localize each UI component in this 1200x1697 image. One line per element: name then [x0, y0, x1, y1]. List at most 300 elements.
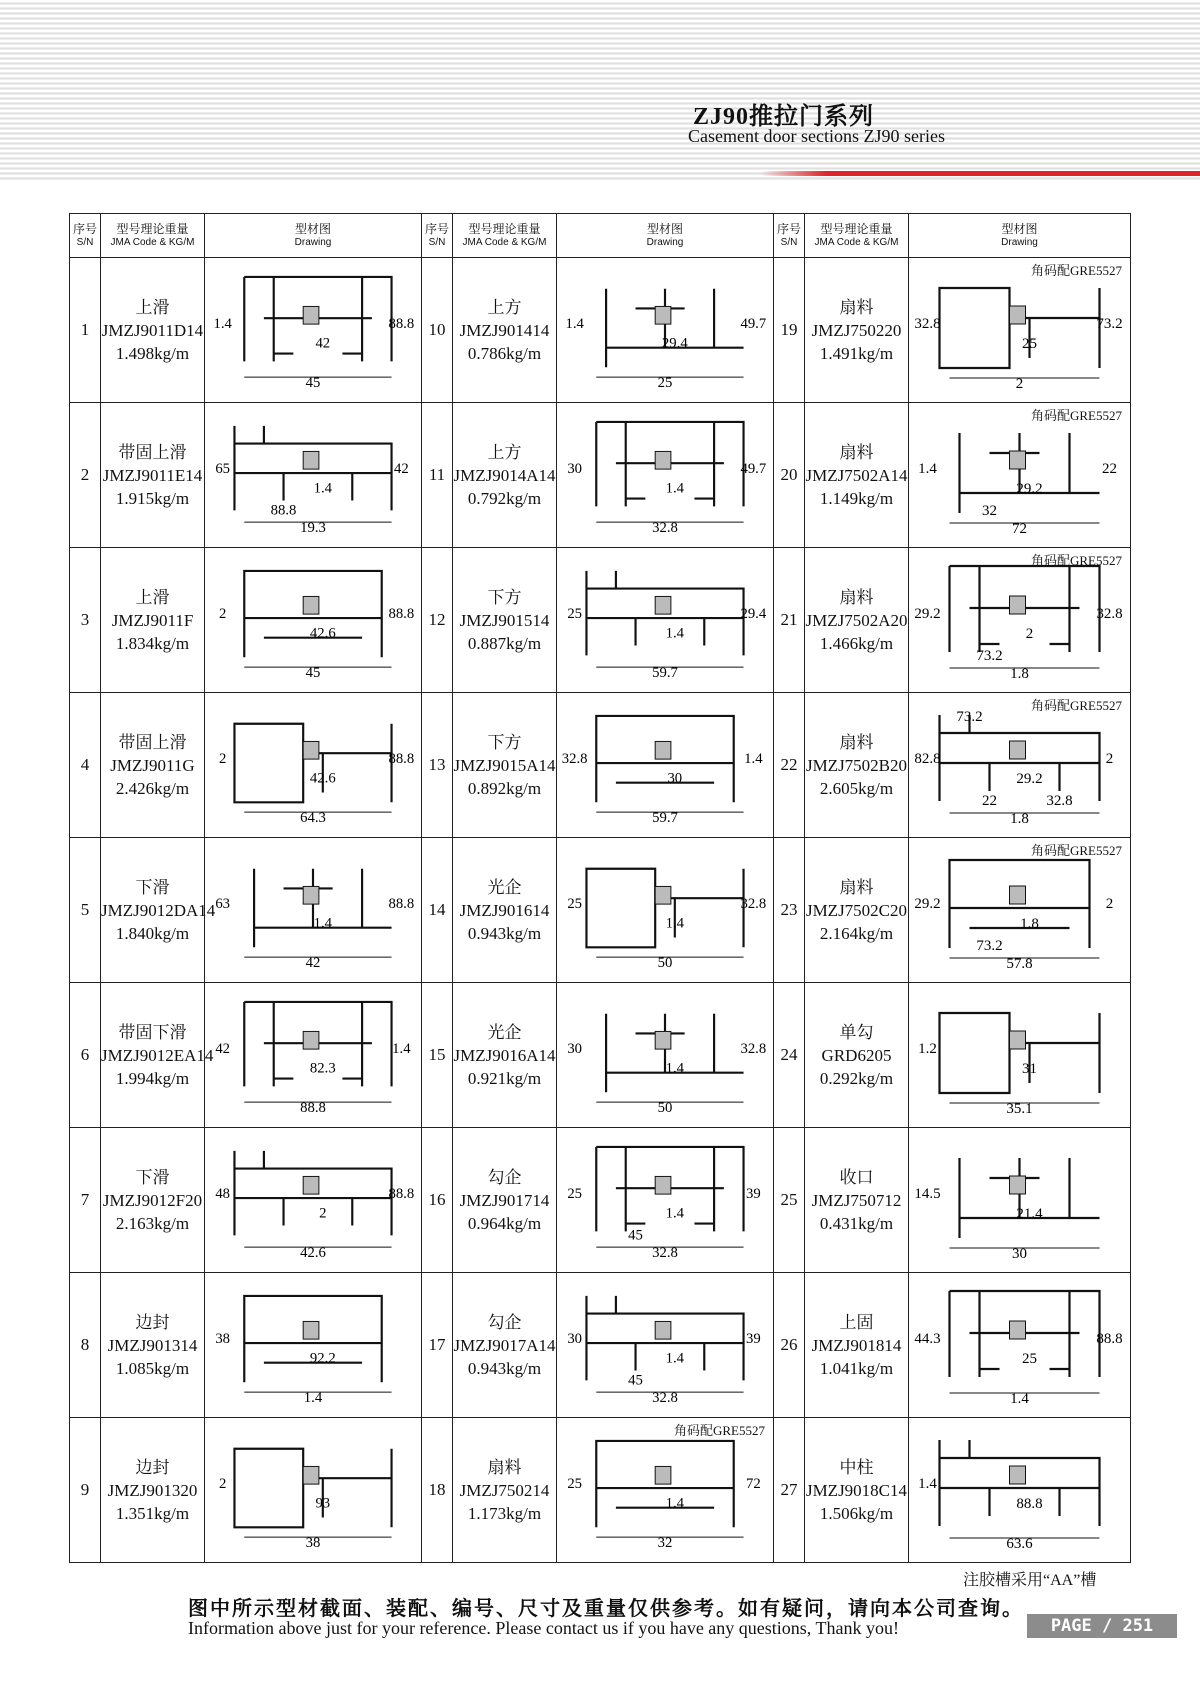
- profile-info: [453, 838, 557, 983]
- profile-drawing-cell: [557, 403, 774, 548]
- dimension-label: 32: [982, 503, 997, 519]
- profile-name: 上固: [839, 1312, 874, 1332]
- serial-number: 19: [774, 258, 805, 403]
- profile-weight: 0.887kg/m: [467, 633, 542, 653]
- profile-code: JMZJ9014A14: [453, 465, 556, 485]
- profile-drawing-cell: [205, 403, 422, 548]
- dimension-label: 49.7: [740, 316, 767, 333]
- dimension-label: 21.4: [1016, 1206, 1043, 1222]
- profile-outline: [940, 288, 1100, 368]
- profile-weight: 1.491kg/m: [819, 343, 894, 363]
- dimension-label: 42: [315, 335, 331, 352]
- profile-weight: 0.431kg/m: [819, 1213, 894, 1233]
- gasket-slot: [1010, 886, 1026, 904]
- profile-drawing: [557, 1128, 773, 1272]
- dimension-label: 42.6: [309, 770, 336, 787]
- dimension-label: 57.8: [1006, 956, 1033, 972]
- table-row: [70, 258, 1131, 403]
- profile-code: JMZJ9011F: [111, 610, 194, 630]
- table-row: [70, 403, 1131, 548]
- profile-drawing: [205, 403, 421, 547]
- profile-info: [101, 1273, 205, 1418]
- profile-drawing: [205, 548, 421, 692]
- dimension-label: 88.8: [300, 1099, 326, 1116]
- dimension-label: 1.4: [665, 1205, 685, 1222]
- dimension-label: 30: [1012, 1246, 1027, 1262]
- profile-name: 下方: [487, 587, 522, 607]
- profile-drawing-cell: [909, 983, 1131, 1128]
- profile-drawing-cell: [909, 403, 1131, 548]
- dimension-label: 38: [215, 1331, 231, 1348]
- profile-weight: 0.943kg/m: [467, 923, 542, 943]
- profile-info: [101, 548, 205, 693]
- profile-weight: 1.351kg/m: [115, 1503, 190, 1523]
- profile-name: 扇料: [839, 587, 874, 607]
- dimension-label: 64.3: [300, 809, 326, 826]
- dimension-label: 42: [305, 954, 321, 971]
- profile-info: [453, 1128, 557, 1273]
- profile-code: JMZJ9011D14: [101, 320, 204, 340]
- profile-code: JMZJ9011G: [110, 755, 195, 775]
- table-row: [70, 548, 1131, 693]
- profile-drawing-cell: [557, 548, 774, 693]
- dimension-label: 32: [657, 1534, 673, 1551]
- gasket-slot: [655, 1321, 671, 1339]
- profile-drawing: [205, 693, 421, 837]
- profile-drawing-cell: [557, 983, 774, 1128]
- dimension-label: 2: [1025, 626, 1034, 642]
- profile-table: [69, 213, 1131, 1563]
- serial-number: 6: [70, 983, 101, 1128]
- profile-outline: [606, 289, 743, 368]
- dimension-label: 2: [1105, 896, 1114, 912]
- dimension-label: 88.8: [388, 1186, 415, 1203]
- dimension-label: 32.8: [652, 1244, 678, 1261]
- gasket-slot: [655, 1176, 671, 1194]
- dimension-label: 1.4: [392, 1041, 411, 1058]
- gasket-slot: [303, 451, 319, 469]
- table-header-row: [70, 214, 1131, 258]
- profile-drawing: [205, 983, 421, 1127]
- profile-code: JMZJ901514: [459, 610, 550, 630]
- dimension-label: 1.2: [918, 1041, 937, 1057]
- profile-code: JMZJ7502B20: [805, 755, 908, 775]
- profile-drawing: [909, 403, 1130, 547]
- serial-number: 22: [774, 693, 805, 838]
- serial-number: 25: [774, 1128, 805, 1273]
- gasket-slot: [303, 306, 319, 324]
- dimension-label: 42: [215, 1041, 231, 1058]
- profile-drawing-cell: [205, 1273, 422, 1418]
- profile-name: 勾企: [487, 1167, 522, 1187]
- profile-drawing: [909, 983, 1130, 1127]
- serial-number: 23: [774, 838, 805, 983]
- profile-drawing-cell: [205, 548, 422, 693]
- dimension-label: 59.7: [652, 664, 678, 681]
- serial-number: 8: [70, 1273, 101, 1418]
- gasket-slot: [1010, 1176, 1026, 1194]
- profile-outline: [234, 1449, 391, 1528]
- dimension-label: 1.4: [665, 1060, 685, 1077]
- dimension-label: 1.8: [1020, 916, 1039, 932]
- profile-info: [805, 548, 909, 693]
- table-row: [70, 693, 1131, 838]
- profile-info: [101, 403, 205, 548]
- dimension-label: 2: [1015, 376, 1024, 392]
- profile-weight: 0.892kg/m: [467, 778, 542, 798]
- serial-number: 21: [774, 548, 805, 693]
- profile-drawing: [909, 693, 1130, 837]
- gasket-slot: [1010, 1031, 1026, 1049]
- profile-outline: [254, 869, 391, 948]
- profile-name: 带固下滑: [118, 1022, 187, 1042]
- serial-number: 12: [422, 548, 453, 693]
- profile-drawing-cell: [557, 693, 774, 838]
- dimension-label: 88.8: [1096, 1331, 1123, 1347]
- profile-drawing: [557, 548, 773, 692]
- profile-name: 上滑: [135, 587, 170, 607]
- gasket-slot: [303, 1321, 319, 1339]
- page-subtitle: Casement door sections ZJ90 series: [688, 126, 945, 146]
- profile-info: [453, 1418, 557, 1563]
- gasket-slot: [1010, 596, 1026, 614]
- profile-code: JMZJ7502C20: [805, 900, 908, 920]
- gasket-slot: [1010, 1321, 1026, 1339]
- dimension-label: 1.4: [313, 915, 333, 932]
- profile-name: 带固上滑: [118, 732, 187, 752]
- profile-weight: 0.792kg/m: [467, 488, 542, 508]
- profile-info: [101, 693, 205, 838]
- dimension-label: 32.8: [740, 1041, 767, 1058]
- profile-name: 勾企: [487, 1312, 522, 1332]
- profile-name: 上滑: [135, 297, 170, 317]
- profile-name: 扇料: [839, 732, 874, 752]
- dimension-label: 2: [218, 606, 227, 623]
- dimension-label: 39: [746, 1186, 761, 1203]
- profile-weight: 0.786kg/m: [467, 343, 542, 363]
- dimension-label: 44.3: [914, 1331, 941, 1347]
- dimension-label: 1.4: [665, 1495, 685, 1512]
- profile-drawing-cell: [557, 1273, 774, 1418]
- profile-drawing-cell: [909, 838, 1131, 983]
- header-red-line: [760, 171, 1200, 176]
- profile-code: JMZJ9011E14: [102, 465, 203, 485]
- gasket-slot: [1010, 741, 1026, 759]
- dimension-label: 29.2: [1016, 771, 1043, 787]
- serial-number: 16: [422, 1128, 453, 1273]
- profile-outline: [940, 1013, 1100, 1093]
- profile-drawing: [205, 838, 421, 982]
- profile-name: 收口: [839, 1167, 874, 1187]
- profile-weight: 1.498kg/m: [115, 343, 190, 363]
- dimension-label: 38: [305, 1534, 321, 1551]
- profile-drawing: [909, 258, 1130, 402]
- profile-code: JMZJ9015A14: [453, 755, 556, 775]
- profile-info: [453, 403, 557, 548]
- profile-drawing-cell: [909, 258, 1131, 403]
- dimension-label: 88.8: [1016, 1496, 1043, 1512]
- profile-drawing: [909, 1128, 1130, 1272]
- profile-drawing: [557, 1418, 773, 1562]
- dimension-label: 29.4: [740, 606, 767, 623]
- dimension-label: 1.4: [665, 480, 685, 497]
- profile-code: JMZJ901414: [459, 320, 550, 340]
- profile-info: [453, 548, 557, 693]
- dimension-label: 1.4: [213, 316, 232, 333]
- serial-number: 4: [70, 693, 101, 838]
- serial-number: 15: [422, 983, 453, 1128]
- profile-outline: [586, 869, 743, 948]
- profile-weight: 1.834kg/m: [115, 633, 190, 653]
- dimension-label: 50: [657, 954, 673, 971]
- profile-code: JMZJ9016A14: [453, 1045, 556, 1065]
- dimension-label: 35.1: [1006, 1101, 1033, 1117]
- dimension-label: 29.4: [661, 335, 688, 352]
- corner-key-note: 角码配GRE5527: [1030, 263, 1122, 278]
- serial-number: 9: [70, 1418, 101, 1563]
- dimension-label: 25: [1022, 336, 1037, 352]
- serial-number: 14: [422, 838, 453, 983]
- profile-weight: 2.164kg/m: [819, 923, 894, 943]
- serial-number: 1: [70, 258, 101, 403]
- gasket-slot: [303, 1466, 319, 1484]
- header-code: 型号理论重量 JMA Code & KG/M: [453, 214, 557, 258]
- corner-key-note: 角码配GRE5527: [1030, 843, 1122, 858]
- dimension-label: 49.7: [740, 461, 767, 478]
- dimension-label: 1.4: [918, 461, 937, 477]
- profile-name: 扇料: [839, 297, 874, 317]
- dimension-label: 32.8: [914, 316, 941, 332]
- dimension-label: 88.8: [270, 502, 297, 519]
- dimension-label: 65: [215, 461, 231, 478]
- profile-drawing: [909, 1418, 1130, 1562]
- dimension-label: 82.8: [914, 751, 941, 767]
- profile-drawing-cell: [909, 1128, 1131, 1273]
- serial-number: 20: [774, 403, 805, 548]
- profile-drawing: [909, 1273, 1130, 1417]
- dimension-label: 1.4: [565, 316, 584, 333]
- profile-info: [453, 258, 557, 403]
- profile-drawing-cell: [205, 1128, 422, 1273]
- dimension-label: 32.8: [652, 519, 678, 536]
- dimension-label: 82.3: [309, 1060, 336, 1077]
- profile-weight: 0.943kg/m: [467, 1358, 542, 1378]
- profile-name: 扇料: [839, 442, 874, 462]
- dimension-label: 29.2: [914, 896, 941, 912]
- profile-weight: 1.041kg/m: [819, 1358, 894, 1378]
- dimension-label: 1.8: [1010, 811, 1029, 827]
- serial-number: 2: [70, 403, 101, 548]
- profile-code: JMZJ901314: [107, 1335, 198, 1355]
- profile-drawing-cell: [557, 1128, 774, 1273]
- profile-code: JMZJ750712: [811, 1190, 902, 1210]
- disclaimer-en: Information above just for your reference. Please contact us if you have any questions, Thank you!: [188, 1618, 899, 1638]
- profile-code: JMZJ7502A14: [805, 465, 908, 485]
- dimension-label: 1.4: [1010, 1391, 1029, 1407]
- profile-drawing-cell: [205, 258, 422, 403]
- profile-code: JMZJ901614: [459, 900, 550, 920]
- dimension-label: 2: [218, 1476, 227, 1493]
- profile-code: JMZJ901714: [459, 1190, 550, 1210]
- profile-code: JMZJ9017A14: [453, 1335, 556, 1355]
- profile-weight: 2.163kg/m: [115, 1213, 190, 1233]
- dimension-label: 48: [215, 1186, 231, 1203]
- profile-code: JMZJ9012F20: [102, 1190, 203, 1210]
- table-row: [70, 1418, 1131, 1563]
- profile-name: 上方: [487, 297, 522, 317]
- profile-drawing-cell: [909, 1418, 1131, 1563]
- profile-drawing-cell: [909, 548, 1131, 693]
- gasket-slot: [655, 886, 671, 904]
- header-drawing: 型材图 Drawing: [557, 214, 774, 258]
- serial-number: 5: [70, 838, 101, 983]
- profile-info: [805, 1128, 909, 1273]
- profile-outline: [606, 1014, 743, 1093]
- gasket-slot: [655, 306, 671, 324]
- corner-key-note: 角码配GRE5527: [673, 1423, 765, 1438]
- profile-code: JMZJ901814: [811, 1335, 902, 1355]
- corner-key-note: 角码配GRE5527: [1030, 553, 1122, 568]
- profile-info: [805, 838, 909, 983]
- dimension-label: 1.4: [303, 1389, 323, 1406]
- profile-drawing: [205, 1273, 421, 1417]
- profile-outline: [960, 1158, 1100, 1238]
- profile-name: 光企: [487, 1022, 522, 1042]
- header-drawing: 型材图 Drawing: [909, 214, 1131, 258]
- dimension-label: 25: [567, 1186, 583, 1203]
- profile-weight: 2.426kg/m: [115, 778, 190, 798]
- dimension-label: 14.5: [914, 1186, 941, 1202]
- profile-drawing: [909, 838, 1130, 982]
- profile-info: [101, 1418, 205, 1563]
- profile-name: 下方: [487, 732, 522, 752]
- dimension-label: 2: [319, 1205, 327, 1222]
- profile-drawing: [557, 983, 773, 1127]
- profile-code: JMZJ9018C14: [805, 1480, 908, 1500]
- dimension-label: 22: [1102, 461, 1117, 477]
- profile-weight: 0.964kg/m: [467, 1213, 542, 1233]
- gasket-slot: [655, 596, 671, 614]
- serial-number: 3: [70, 548, 101, 693]
- header-stripe-band: [0, 0, 1200, 180]
- dimension-label: 32.8: [740, 896, 767, 913]
- dimension-label: 25: [567, 1476, 583, 1493]
- profile-info: [805, 258, 909, 403]
- profile-info: [805, 983, 909, 1128]
- dimension-label: 42.6: [309, 625, 336, 642]
- profile-code: GRD6205: [821, 1045, 892, 1065]
- profile-outline: [234, 724, 391, 803]
- profile-name: 上方: [487, 442, 522, 462]
- gasket-slot: [1010, 1466, 1026, 1484]
- profile-name: 边封: [135, 1457, 170, 1477]
- profile-drawing-cell: [205, 1418, 422, 1563]
- dimension-label: 30: [667, 770, 683, 787]
- profile-info: [805, 403, 909, 548]
- profile-drawing: [557, 693, 773, 837]
- serial-number: 26: [774, 1273, 805, 1418]
- profile-info: [805, 1273, 909, 1418]
- profile-weight: 1.149kg/m: [819, 488, 894, 508]
- dimension-label: 25: [657, 374, 673, 391]
- gasket-slot: [303, 741, 319, 759]
- profile-info: [453, 693, 557, 838]
- serial-number: 17: [422, 1273, 453, 1418]
- gasket-slot: [303, 596, 319, 614]
- profile-code: JMZJ9012EA14: [101, 1045, 214, 1065]
- profile-info: [805, 693, 909, 838]
- dimension-label: 63: [215, 896, 231, 913]
- profile-drawing: [909, 548, 1130, 692]
- profile-code: JMZJ7502A20: [805, 610, 908, 630]
- dimension-label: 32.8: [652, 1389, 678, 1406]
- header-code: 型号理论重量 JMA Code & KG/M: [805, 214, 909, 258]
- header-sn: 序号 S/N: [422, 214, 453, 258]
- dimension-label: 25: [567, 606, 583, 623]
- profile-drawing-cell: [909, 693, 1131, 838]
- dimension-label: 73.2: [1096, 316, 1123, 332]
- profile-weight: 2.605kg/m: [819, 778, 894, 798]
- dimension-label: 45: [628, 1227, 643, 1244]
- profile-drawing-cell: [205, 838, 422, 983]
- gasket-slot: [655, 1031, 671, 1049]
- profile-drawing-cell: [909, 1273, 1131, 1418]
- profile-info: [101, 258, 205, 403]
- dimension-label: 73.2: [976, 648, 1003, 664]
- dimension-label: 1.4: [665, 1350, 685, 1367]
- gasket-slot: [1010, 451, 1026, 469]
- dimension-label: 45: [628, 1372, 643, 1389]
- gasket-slot: [303, 1031, 319, 1049]
- dimension-label: 39: [746, 1331, 761, 1348]
- profile-drawing: [557, 403, 773, 547]
- profile-weight: 1.085kg/m: [115, 1358, 190, 1378]
- profile-code: JMZJ9012DA14: [101, 900, 216, 920]
- profile-drawing-cell: [557, 1418, 774, 1563]
- dimension-label: 72: [1012, 521, 1027, 537]
- dimension-label: 73.2: [956, 709, 983, 725]
- gasket-slot: [655, 1466, 671, 1484]
- serial-number: 7: [70, 1128, 101, 1273]
- profile-weight: 1.506kg/m: [819, 1503, 894, 1523]
- header-sn: 序号 S/N: [70, 214, 101, 258]
- dimension-label: 1.4: [665, 625, 685, 642]
- gasket-slot: [303, 886, 319, 904]
- profile-name: 带固上滑: [118, 442, 187, 462]
- dimension-label: 2: [1105, 751, 1114, 767]
- dimension-label: 42: [394, 461, 409, 478]
- serial-number: 11: [422, 403, 453, 548]
- dimension-label: 29.2: [1016, 481, 1043, 497]
- gasket-slot: [1010, 306, 1026, 324]
- gasket-slot: [655, 741, 671, 759]
- table-row: [70, 838, 1131, 983]
- profile-code: JMZJ901320: [107, 1480, 198, 1500]
- serial-number: 10: [422, 258, 453, 403]
- profile-code: JMZJ750214: [459, 1480, 550, 1500]
- profile-name: 扇料: [839, 877, 874, 897]
- dimension-label: 25: [1022, 1351, 1037, 1367]
- profile-drawing: [557, 838, 773, 982]
- profile-info: [101, 838, 216, 983]
- profile-name: 单勾: [839, 1022, 874, 1042]
- header-sn: 序号 S/N: [774, 214, 805, 258]
- corner-key-note: 角码配GRE5527: [1030, 698, 1122, 713]
- dimension-label: 45: [305, 664, 321, 681]
- profile-drawing: [557, 258, 773, 402]
- dimension-label: 1.4: [665, 915, 685, 932]
- serial-number: 18: [422, 1418, 453, 1563]
